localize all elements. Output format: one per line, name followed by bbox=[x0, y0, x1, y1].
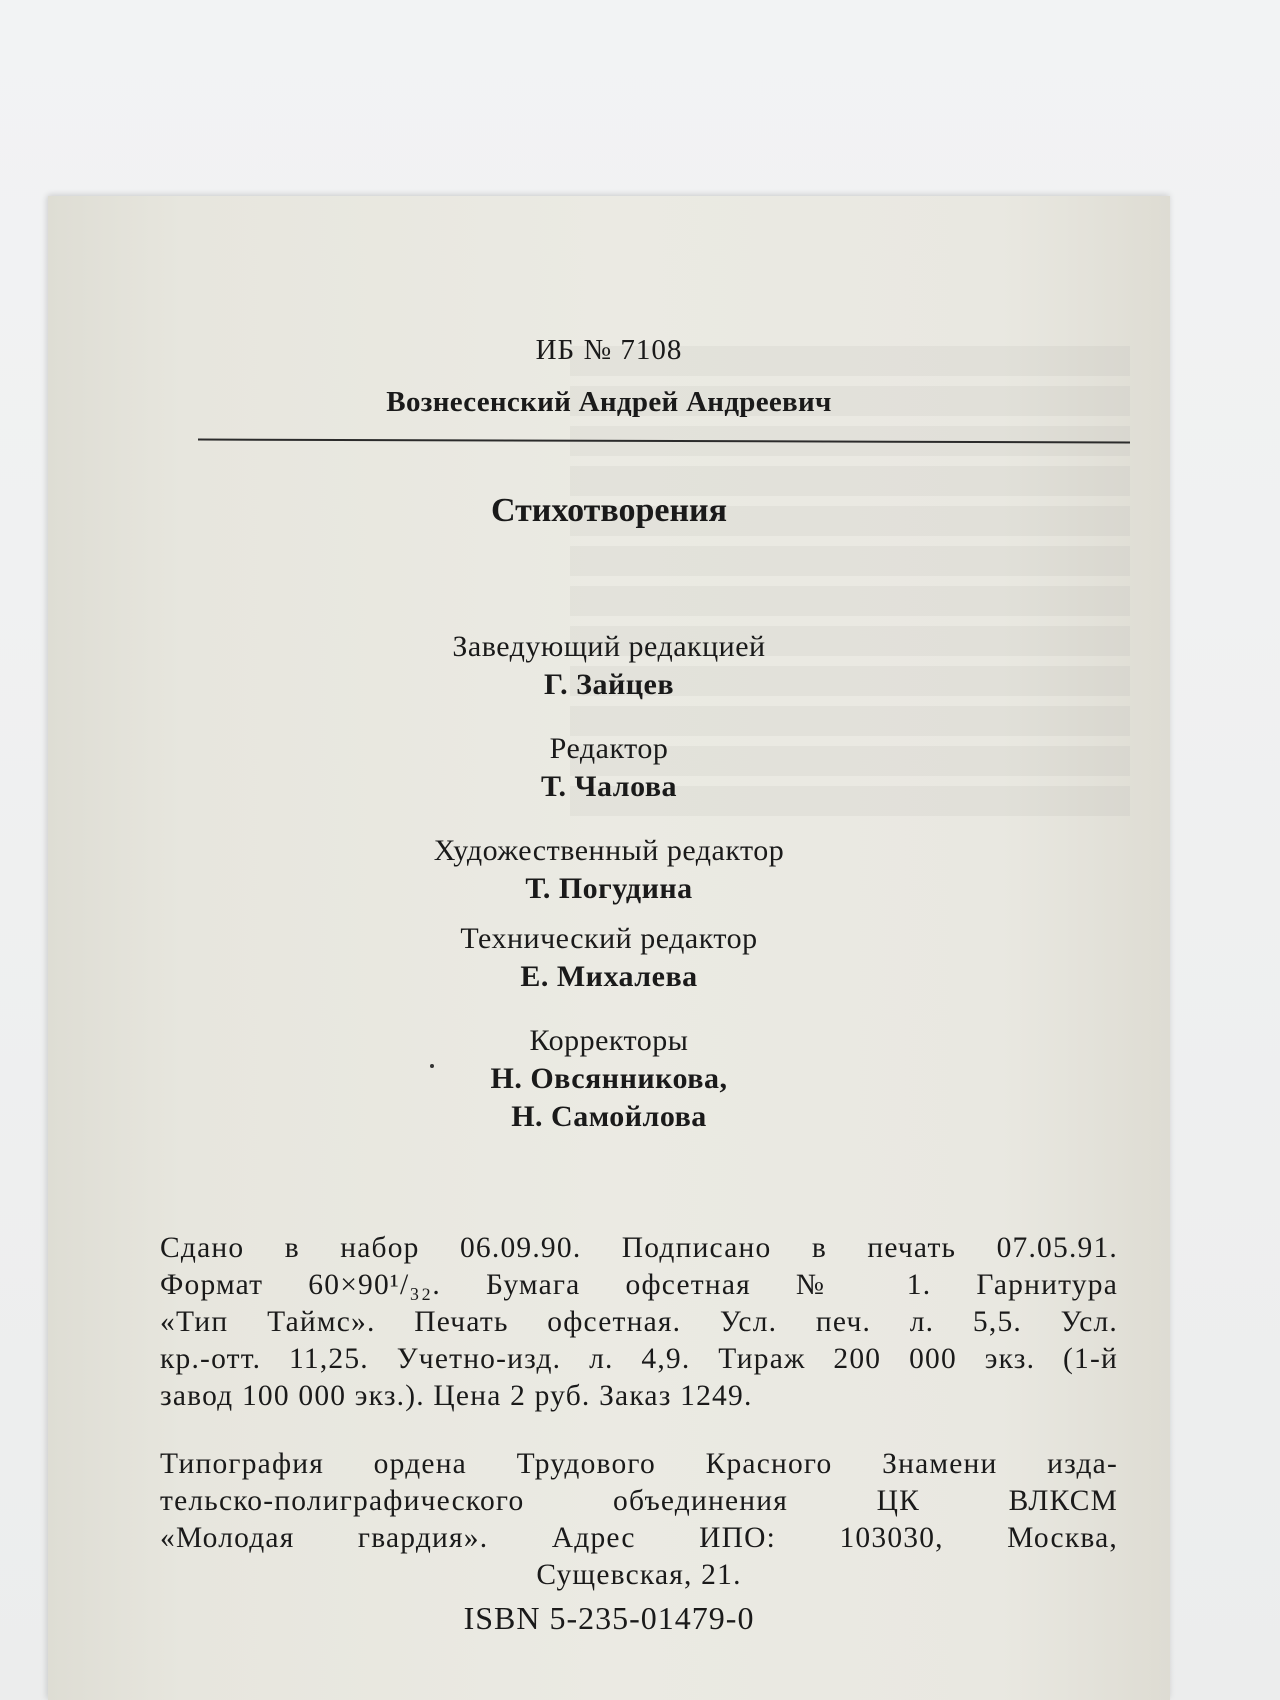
imprint-line: кр.-отт. 11,25. Учетно-изд. л. 4,9. Тираж 200 000 экз. (1-й bbox=[160, 1343, 1118, 1375]
credit-role: Редактор bbox=[549, 732, 669, 765]
isbn bbox=[48, 1600, 1170, 1637]
imprint-line: Формат 60×90¹/₃₂. Бумага офсетная № 1. Гарнитура bbox=[160, 1269, 1118, 1301]
credit-technical-editor bbox=[48, 920, 1170, 996]
author-name bbox=[48, 386, 1170, 419]
credit-person: Н. Самойлова bbox=[511, 1100, 707, 1133]
credit-art-editor bbox=[48, 832, 1170, 908]
imprint-line: завод 100 000 экз.). Цена 2 руб. Заказ 1249. bbox=[160, 1380, 753, 1412]
credit-role: Корректоры bbox=[529, 1024, 689, 1057]
author-name-text: Вознесенский Андрей Андреевич bbox=[386, 386, 832, 418]
book-title-text: Стихотворения bbox=[490, 492, 728, 529]
credit-role: Технический редактор bbox=[460, 922, 758, 955]
credit-proofreaders bbox=[48, 1022, 1170, 1136]
credit-person: Т. Чалова bbox=[540, 770, 678, 803]
imprint-line: «Тип Таймс». Печать офсетная. Усл. печ. л. 5,5. Усл. bbox=[160, 1306, 1118, 1338]
printer-line: Типография ордена Трудового Красного Знамени изда- bbox=[160, 1448, 1118, 1480]
isbn-text: ISBN 5-235-01479-0 bbox=[463, 1600, 755, 1636]
imprint-line: Сдано в набор 06.09.90. Подписано в печать 07.05.91. bbox=[160, 1232, 1118, 1264]
imprint-paragraph bbox=[160, 1230, 1118, 1415]
ib-number-text: ИБ № 7108 bbox=[535, 334, 683, 366]
credit-person: Т. Погудина bbox=[525, 872, 693, 905]
credits-list bbox=[48, 628, 1170, 1136]
paper-speck bbox=[430, 1064, 434, 1068]
credit-person: Н. Овсянникова, bbox=[490, 1062, 728, 1095]
credit-person: Г. Зайцев bbox=[543, 668, 675, 701]
printer-line: Сущевская, 21. bbox=[536, 1559, 742, 1591]
credit-role: Художественный редактор bbox=[433, 834, 785, 867]
printer-paragraph bbox=[160, 1446, 1118, 1594]
credit-person: Е. Михалева bbox=[520, 960, 698, 993]
printer-line: тельско-полиграфического объединения ЦК ВЛКСМ bbox=[160, 1485, 1118, 1517]
credit-editor bbox=[48, 730, 1170, 806]
credit-role: Заведующий редакцией bbox=[452, 630, 766, 663]
title-rule bbox=[198, 439, 1130, 444]
ib-number bbox=[48, 334, 1170, 367]
printer-line: «Молодая гвардия». Адрес ИПО: 103030, Москва, bbox=[160, 1522, 1118, 1554]
book-title bbox=[48, 492, 1170, 530]
colophon-page bbox=[48, 196, 1170, 1700]
credit-managing-editor bbox=[48, 628, 1170, 704]
